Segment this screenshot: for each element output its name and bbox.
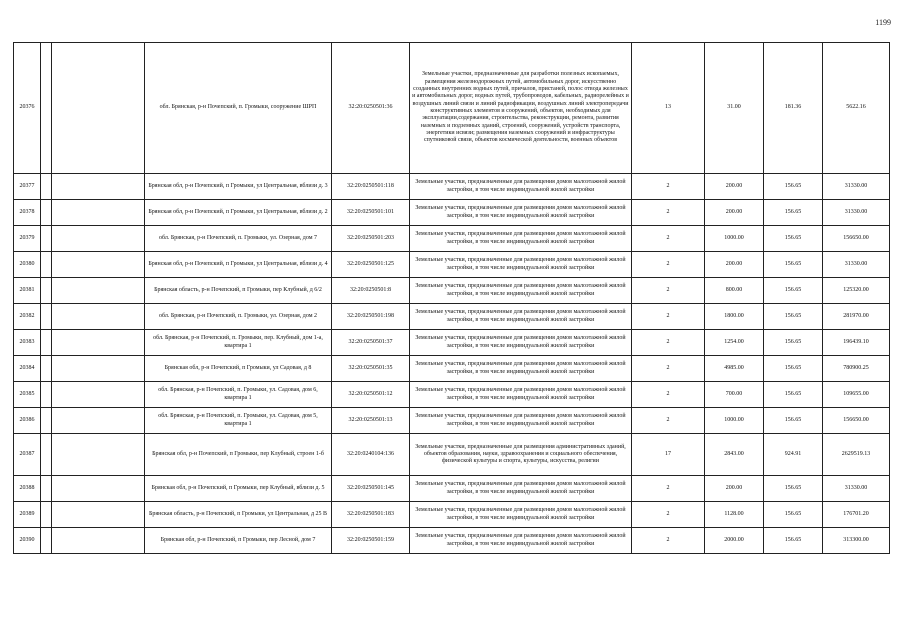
table-row — [14, 174, 890, 200]
row-number-cell: 20384 — [14, 356, 41, 382]
area-cell: 700.00 — [705, 382, 764, 408]
land-use-cell: Земельные участки, предназначенные для размещения домов малоэтажной жилой застройки, в том числе индивидуальной жилой застройки — [410, 476, 632, 502]
blank-cell — [41, 434, 52, 476]
land-use-cell: Земельные участки, предназначенные для разработки полезных ископаемых, размещения железнодорожных путей, автомобильных дорог, искусственно созданных внутренних водных путей, причалов, пристаней, полос отвода железных и автомобильных дорог, водных путей, трубопроводов, кабельных, радиорелейных и воздушных линий связи и линий радиофикации, воздушных линий электропередачи конструктивных элементов и сооружений, объектов, необходимых для эксплуатации,содержания, строительства, реконструкции, ремонта, развития наземных и подземных зданий, строений, сооружений, устройств транспорта, энергетики исвязи; размещения наземных сооружений и инфраструктуры спутниковой связи, объектов космической деятельности, военных объектов — [410, 43, 632, 174]
specific-value-cell: 156.65 — [764, 528, 823, 554]
cadastral-number-cell: 32:20:0250501:198 — [332, 304, 410, 330]
address-cell: Брянская обл, р-н Почепский, п Громыки, ул Центральная, вблизи д. 2 — [145, 200, 332, 226]
blank-cell — [52, 252, 145, 278]
cadastral-value-cell: 31330.00 — [823, 174, 890, 200]
specific-value-cell: 156.65 — [764, 252, 823, 278]
specific-value-cell: 156.65 — [764, 278, 823, 304]
blank-cell — [52, 330, 145, 356]
cadastral-value-cell: 31330.00 — [823, 252, 890, 278]
land-use-cell: Земельные участки, предназначенные для размещения домов малоэтажной жилой застройки, в том числе индивидуальной жилой застройки — [410, 330, 632, 356]
cadastral-number-cell: 32:20:0250501:35 — [332, 356, 410, 382]
specific-value-cell: 156.65 — [764, 226, 823, 252]
group-code-cell: 2 — [632, 200, 705, 226]
area-cell: 2000.00 — [705, 528, 764, 554]
address-cell: Брянская область, р-н Почепский, п Громыки, ул Центральная, д 25 В — [145, 502, 332, 528]
specific-value-cell: 156.65 — [764, 174, 823, 200]
cadastral-number-cell: 32:20:0250501:118 — [332, 174, 410, 200]
area-cell: 1254.00 — [705, 330, 764, 356]
cadastral-value-cell: 31330.00 — [823, 476, 890, 502]
table-row — [14, 252, 890, 278]
cadastral-number-cell: 32:20:0240104:136 — [332, 434, 410, 476]
land-use-cell: Земельные участки, предназначенные для размещения домов малоэтажной жилой застройки, в том числе индивидуальной жилой застройки — [410, 528, 632, 554]
address-cell: обл. Брянская, р-н Почепский, п. Громыки, ул. Садовая, дом 6, квартира 1 — [145, 382, 332, 408]
group-code-cell: 2 — [632, 382, 705, 408]
blank-cell — [52, 278, 145, 304]
blank-cell — [41, 200, 52, 226]
page-number: 1199 — [875, 18, 891, 27]
address-cell: обл. Брянская, р-н Почепский, п. Громыки, ул. Садовая, дом 5, квартира 1 — [145, 408, 332, 434]
specific-value-cell: 181.36 — [764, 43, 823, 174]
specific-value-cell: 156.65 — [764, 476, 823, 502]
area-cell: 800.00 — [705, 278, 764, 304]
address-cell: обл. Брянская, р-н Почепский, п. Громыки, сооружение ШРП — [145, 43, 332, 174]
group-code-cell: 2 — [632, 304, 705, 330]
cadastral-value-cell: 281970.00 — [823, 304, 890, 330]
address-cell: Брянская обл, р-н Почепский, п Громыки, пер Клубный, вблизи д. 5 — [145, 476, 332, 502]
blank-cell — [41, 356, 52, 382]
row-number-cell: 20380 — [14, 252, 41, 278]
specific-value-cell: 156.65 — [764, 304, 823, 330]
row-number-cell: 20378 — [14, 200, 41, 226]
cadastral-value-cell: 780900.25 — [823, 356, 890, 382]
specific-value-cell: 156.65 — [764, 382, 823, 408]
blank-cell — [41, 226, 52, 252]
table-row — [14, 330, 890, 356]
cadastral-number-cell: 32:20:0250501:101 — [332, 200, 410, 226]
table-row — [14, 304, 890, 330]
table-row — [14, 43, 890, 174]
row-number-cell: 20388 — [14, 476, 41, 502]
cadastral-number-cell: 32:20:0250501:37 — [332, 330, 410, 356]
specific-value-cell: 156.65 — [764, 330, 823, 356]
row-number-cell: 20389 — [14, 502, 41, 528]
land-use-cell: Земельные участки, предназначенные для размещения домов малоэтажной жилой застройки, в том числе индивидуальной жилой застройки — [410, 200, 632, 226]
blank-cell — [52, 382, 145, 408]
area-cell: 1000.00 — [705, 226, 764, 252]
cadastral-number-cell: 32:20:0250501:125 — [332, 252, 410, 278]
blank-cell — [52, 200, 145, 226]
specific-value-cell: 924.91 — [764, 434, 823, 476]
cadastral-value-cell: 125320.00 — [823, 278, 890, 304]
address-cell: Брянская обл, р-н Почепский, п Громыки, ул Центральная, вблизи д. 4 — [145, 252, 332, 278]
blank-cell — [52, 502, 145, 528]
area-cell: 31.00 — [705, 43, 764, 174]
address-cell: Брянская обл, р-н Почепский, п Громыки, пер Клубный, строен 1-б — [145, 434, 332, 476]
blank-cell — [52, 174, 145, 200]
table-row — [14, 408, 890, 434]
cadastral-number-cell: 32:20:0250501:12 — [332, 382, 410, 408]
table-row — [14, 476, 890, 502]
cadastral-number-cell: 32:20:0250501:145 — [332, 476, 410, 502]
row-number-cell: 20387 — [14, 434, 41, 476]
blank-cell — [41, 408, 52, 434]
land-use-cell: Земельные участки, предназначенные для размещения домов малоэтажной жилой застройки, в том числе индивидуальной жилой застройки — [410, 304, 632, 330]
address-cell: Брянская обл, р-н Почепский, п Громыки, ул Центральная, вблизи д. 3 — [145, 174, 332, 200]
area-cell: 1000.00 — [705, 408, 764, 434]
row-number-cell: 20385 — [14, 382, 41, 408]
group-code-cell: 2 — [632, 330, 705, 356]
blank-cell — [52, 226, 145, 252]
specific-value-cell: 156.65 — [764, 356, 823, 382]
specific-value-cell: 156.65 — [764, 408, 823, 434]
blank-cell — [41, 278, 52, 304]
area-cell: 2843.00 — [705, 434, 764, 476]
row-number-cell: 20383 — [14, 330, 41, 356]
table-row — [14, 356, 890, 382]
row-number-cell: 20390 — [14, 528, 41, 554]
land-registry-table — [13, 42, 890, 554]
group-code-cell: 2 — [632, 174, 705, 200]
area-cell: 1800.00 — [705, 304, 764, 330]
address-cell: обл. Брянская, р-н Почепский, п. Громыки, ул. Озерная, дом 7 — [145, 226, 332, 252]
table-row — [14, 200, 890, 226]
group-code-cell: 2 — [632, 226, 705, 252]
table-row — [14, 278, 890, 304]
group-code-cell: 17 — [632, 434, 705, 476]
blank-cell — [41, 43, 52, 174]
group-code-cell: 2 — [632, 408, 705, 434]
cadastral-value-cell: 109655.00 — [823, 382, 890, 408]
cadastral-value-cell: 196439.10 — [823, 330, 890, 356]
land-use-cell: Земельные участки, предназначенные для размещения домов малоэтажной жилой застройки, в том числе индивидуальной жилой застройки — [410, 408, 632, 434]
land-use-cell: Земельные участки, предназначенные для размещения домов малоэтажной жилой застройки, в том числе индивидуальной жилой застройки — [410, 226, 632, 252]
group-code-cell: 2 — [632, 278, 705, 304]
land-use-cell: Земельные участки, предназначенные для размещения домов малоэтажной жилой застройки, в том числе индивидуальной жилой застройки — [410, 174, 632, 200]
land-use-cell: Земельные участки, предназначенные для размещения домов малоэтажной жилой застройки, в том числе индивидуальной жилой застройки — [410, 382, 632, 408]
specific-value-cell: 156.65 — [764, 502, 823, 528]
cadastral-value-cell: 2629519.13 — [823, 434, 890, 476]
address-cell: обл. Брянская, р-н Почепский, п. Громыки, пер. Клубный, дом 1-а, квартира 1 — [145, 330, 332, 356]
blank-cell — [41, 330, 52, 356]
cadastral-value-cell: 156650.00 — [823, 226, 890, 252]
cadastral-value-cell: 176701.20 — [823, 502, 890, 528]
blank-cell — [41, 502, 52, 528]
land-use-cell: Земельные участки, предназначенные для размещения домов малоэтажной жилой застройки, в том числе индивидуальной жилой застройки — [410, 502, 632, 528]
cadastral-value-cell: 313300.00 — [823, 528, 890, 554]
group-code-cell: 13 — [632, 43, 705, 174]
blank-cell — [52, 408, 145, 434]
blank-cell — [41, 528, 52, 554]
table-row — [14, 226, 890, 252]
area-cell: 1128.00 — [705, 502, 764, 528]
land-use-cell: Земельные участки, предназначенные для размещения домов малоэтажной жилой застройки, в том числе индивидуальной жилой застройки — [410, 252, 632, 278]
land-use-cell: Земельные участки, предназначенные для размещения домов малоэтажной жилой застройки, в том числе индивидуальной жилой застройки — [410, 356, 632, 382]
row-number-cell: 20377 — [14, 174, 41, 200]
group-code-cell: 2 — [632, 356, 705, 382]
area-cell: 200.00 — [705, 252, 764, 278]
row-number-cell: 20381 — [14, 278, 41, 304]
blank-cell — [41, 476, 52, 502]
land-use-cell: Земельные участки, предназначенные для размещения домов малоэтажной жилой застройки, в том числе индивидуальной жилой застройки — [410, 278, 632, 304]
blank-cell — [41, 304, 52, 330]
cadastral-number-cell: 32:20:0250501:13 — [332, 408, 410, 434]
blank-cell — [52, 528, 145, 554]
row-number-cell: 20376 — [14, 43, 41, 174]
cadastral-number-cell: 32:20:0250501:183 — [332, 502, 410, 528]
row-number-cell: 20386 — [14, 408, 41, 434]
area-cell: 200.00 — [705, 476, 764, 502]
address-cell: Брянская обл, р-н Почепский, п Громыки, ул Садовая, д 8 — [145, 356, 332, 382]
group-code-cell: 2 — [632, 528, 705, 554]
cadastral-number-cell: 32:20:0250501:203 — [332, 226, 410, 252]
blank-cell — [41, 382, 52, 408]
area-cell: 200.00 — [705, 174, 764, 200]
cadastral-number-cell: 32:20:0250501:36 — [332, 43, 410, 174]
cadastral-number-cell: 32:20:0250501:8 — [332, 278, 410, 304]
blank-cell — [52, 356, 145, 382]
area-cell: 4985.00 — [705, 356, 764, 382]
address-cell: Брянская область, р-н Почепский, п Громыки, пер Клубный, д 6/2 — [145, 278, 332, 304]
blank-cell — [52, 43, 145, 174]
cadastral-value-cell: 31330.00 — [823, 200, 890, 226]
group-code-cell: 2 — [632, 502, 705, 528]
blank-cell — [52, 476, 145, 502]
group-code-cell: 2 — [632, 476, 705, 502]
blank-cell — [41, 252, 52, 278]
cadastral-value-cell: 156650.00 — [823, 408, 890, 434]
address-cell: обл. Брянская, р-н Почепский, п. Громыки, ул. Озерная, дом 2 — [145, 304, 332, 330]
cadastral-number-cell: 32:20:0250501:159 — [332, 528, 410, 554]
row-number-cell: 20379 — [14, 226, 41, 252]
table-row — [14, 528, 890, 554]
group-code-cell: 2 — [632, 252, 705, 278]
area-cell: 200.00 — [705, 200, 764, 226]
row-number-cell: 20382 — [14, 304, 41, 330]
land-use-cell: Земельные участки, предназначенные для размещения административных зданий, объектов образования, науки, здравоохранения и социального обеспечения, физической культуры и спорта, культуры, искусства, религии — [410, 434, 632, 476]
blank-cell — [41, 174, 52, 200]
table-body — [14, 43, 890, 554]
table-row — [14, 382, 890, 408]
address-cell: Брянская обл, р-н Почепский, п Громыки, пер Лесной, дом 7 — [145, 528, 332, 554]
table-row — [14, 502, 890, 528]
blank-cell — [52, 304, 145, 330]
cadastral-value-cell: 5622.16 — [823, 43, 890, 174]
table-row — [14, 434, 890, 476]
blank-cell — [52, 434, 145, 476]
specific-value-cell: 156.65 — [764, 200, 823, 226]
